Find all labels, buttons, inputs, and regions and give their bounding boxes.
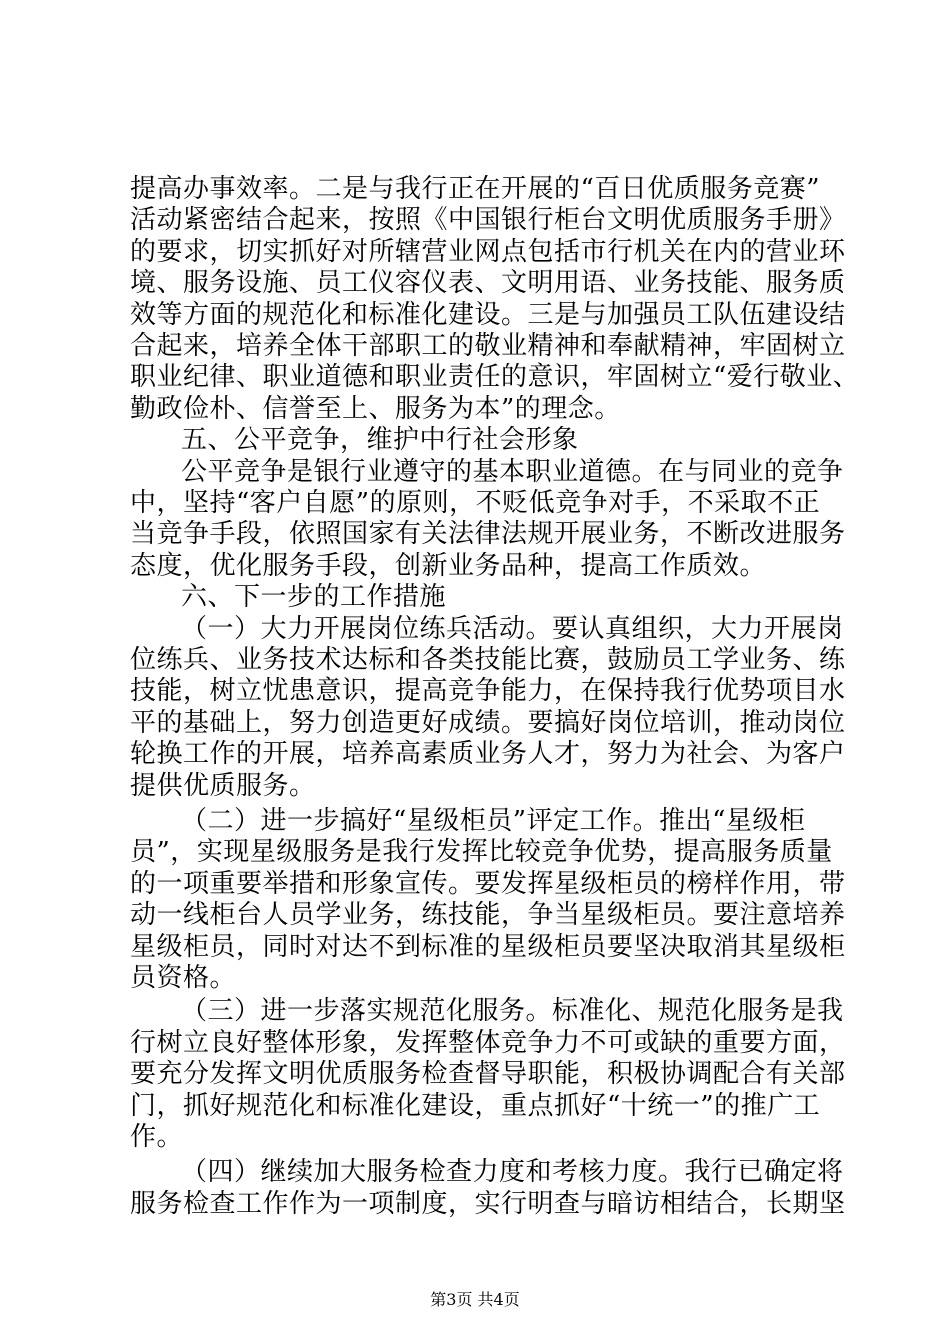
text-line: 员”，实现星级服务是我行发挥比较竞争优势，提高服务质量 — [130, 837, 833, 867]
text-line: 服务检查工作作为一项制度，实行明查与暗访相结合，长期坚 — [130, 1189, 846, 1219]
text-line: 境、服务设施、员工仪容仪表、文明用语、业务技能、服务质 — [130, 268, 846, 298]
text-line: 公平竞争是银行业遵守的基本职业道德。在与同业的竞争 — [181, 457, 844, 487]
text-line: 的一项重要举措和形象宣传。要发挥星级柜员的榜样作用，带 — [130, 869, 846, 899]
text-line: 勤政俭朴、信誉至上、服务为本”的理念。 — [130, 394, 621, 424]
text-line: 活动紧密结合起来，按照《中国银行柜台文明优质服务手册》 — [130, 205, 846, 235]
text-line: 行树立良好整体形象，发挥整体竞争力不可或缺的重要方面， — [130, 1028, 846, 1058]
section-heading: 六、下一步的工作措施 — [181, 582, 447, 612]
text-line: 动一线柜台人员学业务，练技能，争当星级柜员。要注意培养 — [130, 900, 846, 930]
text-line: 职业纪律、职业道德和职业责任的意识，牢固树立“爱行敬业、 — [130, 362, 860, 392]
text-line: （三）进一步落实规范化服务。标准化、规范化服务是我 — [181, 996, 844, 1026]
text-line: 合起来，培养全体干部职工的敬业精神和奉献精神，牢固树立 — [130, 331, 846, 361]
page-number-footer: 第3页 共4页 — [430, 1290, 520, 1309]
text-line: 要充分发挥文明优质服务检查督导职能，积极协调配合有关部 — [130, 1059, 846, 1089]
text-line: 员资格。 — [130, 963, 237, 993]
section-heading: 五、公平竞争，维护中行社会形象 — [181, 425, 579, 455]
text-line: 平的基础上，努力创造更好成绩。要搞好岗位培训，推动岗位 — [130, 708, 846, 738]
text-line: 位练兵、业务技术达标和各类技能比赛，鼓励员工学业务、练 — [130, 645, 846, 675]
text-line: 当竞争手段，依照国家有关法律法规开展业务，不断改进服务 — [130, 519, 846, 549]
text-line: （四）继续加大服务检查力度和考核力度。我行已确定将 — [181, 1157, 844, 1187]
text-line: 提高办事效率。二是与我行正在开展的“百日优质服务竞赛” — [130, 174, 821, 204]
text-line: 态度，优化服务手段，创新业务品种，提高工作质效。 — [130, 551, 767, 581]
text-line: （二）进一步搞好“星级柜员”评定工作。推出“星级柜 — [181, 806, 806, 836]
text-line: （一）大力开展岗位练兵活动。要认真组织，大力开展岗 — [181, 614, 844, 644]
text-line: 技能，树立忧患意识，提高竞争能力，在保持我行优势项目水 — [130, 676, 846, 706]
text-line: 门，抓好规范化和标准化建设，重点抓好“十统一”的推广工 — [130, 1091, 821, 1121]
text-line: 轮换工作的开展，培养高素质业务人才，努力为社会、为客户 — [130, 739, 846, 769]
text-line: 效等方面的规范化和标准化建设。三是与加强员工队伍建设结 — [130, 300, 846, 330]
text-line: 中，坚持“客户自愿”的原则，不贬低竞争对手，不采取不正 — [130, 488, 821, 518]
text-line: 提供优质服务。 — [130, 771, 316, 801]
text-line: 作。 — [130, 1122, 184, 1152]
text-line: 星级柜员，同时对达不到标准的星级柜员要坚决取消其星级柜 — [130, 932, 846, 962]
text-line: 的要求，切实抓好对所辖营业网点包括市行机关在内的营业环 — [130, 237, 846, 267]
